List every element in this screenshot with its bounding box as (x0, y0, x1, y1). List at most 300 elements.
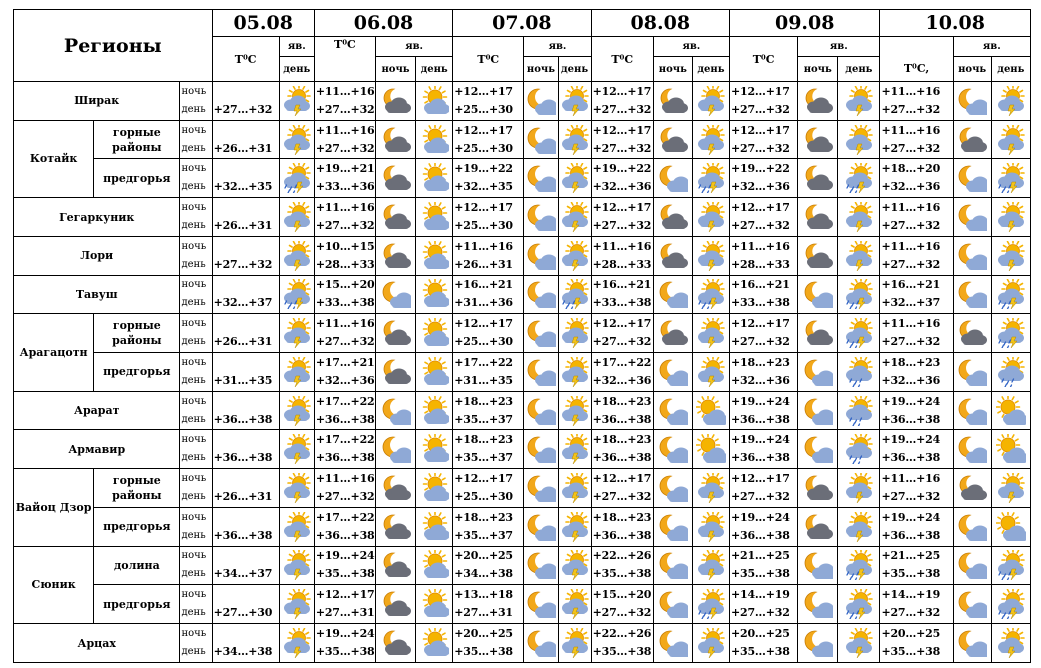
subregion-name: предгорья (94, 353, 180, 392)
sun-cloud-icon (416, 198, 453, 237)
temp-range-cell (730, 82, 798, 121)
sun-cloud-thunderstorm-icon (558, 430, 591, 469)
temp-range-cell (880, 507, 953, 546)
sun-cloud-thunderstorm-icon (838, 82, 880, 121)
temp-day: +36…+38 (731, 528, 790, 542)
temp-day: +35…+37 (454, 451, 513, 465)
moon-cloud-icon (798, 236, 838, 275)
temp-day: +27…+32 (315, 490, 375, 504)
temp-night: +11…+16 (881, 472, 941, 486)
moon-partly-cloudy-icon (653, 546, 692, 585)
sun-cloud-rain-thunderstorm-icon (991, 546, 1030, 585)
temp-range-cell (591, 236, 653, 275)
moon-partly-cloudy-icon (524, 82, 558, 121)
sun-cloud-thunderstorm-icon (838, 507, 880, 546)
date-header-05: 05.08 (212, 10, 314, 37)
day-label: день (181, 568, 206, 580)
time-of-day-labels (180, 159, 212, 198)
temp-night: +12…+17 (592, 201, 652, 215)
sun-partly-cloudy-icon (991, 391, 1030, 430)
moon-cloud-icon (375, 585, 415, 624)
temp-range-cell (314, 546, 375, 585)
temp-day: +32…+35 (454, 180, 513, 194)
temp-night: +15…+20 (592, 588, 652, 602)
temp-day: +27…+32 (881, 490, 941, 504)
temp-range-cell (591, 430, 653, 469)
temp-day: +27…+32 (881, 335, 941, 349)
temp-range-cell (591, 120, 653, 159)
temp-day: +36…+38 (592, 412, 652, 426)
day-label: день (181, 220, 206, 232)
temp-night: +11…+16 (881, 317, 941, 331)
night-label: ночь (181, 279, 207, 291)
sun-cloud-thunderstorm-icon (991, 469, 1030, 508)
moon-partly-cloudy-icon (524, 120, 558, 159)
temp-range-cell (453, 546, 524, 585)
sun-cloud-rain-thunderstorm-icon (279, 159, 314, 198)
temp-night: +15…+20 (315, 278, 375, 292)
moon-partly-cloudy-icon (524, 159, 558, 198)
temp-night: +11…+16 (881, 201, 941, 215)
temp-night: +11…+16 (881, 239, 941, 253)
table-row (14, 198, 1031, 237)
moon-partly-cloudy-icon (798, 624, 838, 663)
temp-night: +16…+21 (592, 278, 652, 292)
temp-day: +34…+38 (213, 645, 273, 659)
temp-day: +35…+37 (454, 412, 513, 426)
temp-day: +35…+38 (881, 645, 941, 659)
moon-cloud-icon (798, 314, 838, 353)
temp-range-cell (453, 314, 524, 353)
phen-header-06: яв. (375, 37, 452, 57)
table-row (14, 391, 1031, 430)
temp-day: +33…+38 (731, 296, 790, 310)
sun-cloud-rain-thunderstorm-icon (692, 159, 729, 198)
time-of-day-labels (180, 391, 212, 430)
temp-night: +19…+22 (731, 162, 790, 176)
time-of-day-labels (180, 585, 212, 624)
sun-cloud-thunderstorm-icon (279, 546, 314, 585)
temp-night: +19…+24 (731, 433, 790, 447)
temp-day: +35…+38 (454, 645, 513, 659)
temp-range-cell (453, 120, 524, 159)
temp-day: +36…+38 (881, 451, 941, 465)
moon-cloud-icon (375, 546, 415, 585)
temp-range-cell (880, 585, 953, 624)
moon-partly-cloudy-icon (953, 159, 991, 198)
temp-night: +18…+23 (881, 355, 941, 369)
temp-05 (212, 120, 279, 159)
temp-night: +20…+25 (731, 627, 790, 641)
sun-cloud-thunderstorm-icon (279, 198, 314, 237)
temp-range-cell (453, 507, 524, 546)
region-name: Ширак (14, 82, 180, 121)
region-name: Лори (14, 236, 180, 275)
temp-day: +25…+30 (454, 219, 513, 233)
temp-header-05: T⁰C (212, 37, 279, 82)
phen-header-05: яв. (279, 37, 314, 57)
temp-range-cell (880, 275, 953, 314)
temp-range-cell (880, 82, 953, 121)
temp-night: +12…+17 (592, 317, 652, 331)
time-of-day-labels (180, 314, 212, 353)
night-label: ночь (181, 85, 207, 97)
moon-partly-cloudy-icon (653, 585, 692, 624)
temp-day: +32…+36 (592, 373, 652, 387)
day-header-09: день (838, 57, 880, 82)
temp-day: +27…+32 (731, 490, 790, 504)
sun-cloud-thunderstorm-icon (991, 236, 1030, 275)
sun-cloud-thunderstorm-icon (279, 236, 314, 275)
day-label: день (181, 103, 206, 115)
temp-range-cell (453, 624, 524, 663)
temp-day: +27…+32 (881, 102, 941, 116)
moon-cloud-icon (375, 198, 415, 237)
sun-cloud-rain-icon (838, 430, 880, 469)
night-header-09: ночь (798, 57, 838, 82)
sun-cloud-thunderstorm-icon (558, 82, 591, 121)
temp-day: +36…+38 (315, 451, 375, 465)
sun-cloud-thunderstorm-icon (279, 391, 314, 430)
temp-range-cell (730, 353, 798, 392)
temp-range-cell (880, 314, 953, 353)
temp-05 (212, 314, 279, 353)
sun-cloud-thunderstorm-icon (558, 159, 591, 198)
temp-day: +27…+30 (213, 606, 273, 620)
sun-cloud-thunderstorm-icon (279, 314, 314, 353)
sun-cloud-icon (416, 546, 453, 585)
temp-range-cell (453, 82, 524, 121)
table-row (14, 120, 1031, 159)
moon-partly-cloudy-icon (524, 198, 558, 237)
temp-night: +21…+25 (731, 549, 790, 563)
table-row (14, 82, 1031, 121)
region-name: Гегаркуник (14, 198, 180, 237)
sun-cloud-thunderstorm-icon (692, 82, 729, 121)
table-row (14, 624, 1031, 663)
temp-night: +11…+16 (315, 317, 375, 331)
sun-cloud-rain-icon (838, 391, 880, 430)
moon-cloud-icon (653, 236, 692, 275)
moon-partly-cloudy-icon (653, 430, 692, 469)
temp-day: +36…+38 (592, 528, 652, 542)
temp-range-cell (314, 236, 375, 275)
temp-day: +27…+32 (315, 219, 375, 233)
temp-day: +26…+31 (213, 335, 273, 349)
moon-cloud-icon (375, 314, 415, 353)
region-name: Арцах (14, 624, 180, 663)
day-label: день (181, 646, 206, 658)
temp-day: +36…+38 (731, 451, 790, 465)
day-label: день (181, 529, 206, 541)
temp-range-cell (453, 391, 524, 430)
sun-cloud-thunderstorm-icon (991, 82, 1030, 121)
temp-range-cell (730, 430, 798, 469)
temp-night: +11…+16 (315, 201, 375, 215)
temp-day: +33…+38 (592, 296, 652, 310)
temp-05 (212, 546, 279, 585)
temp-night: +19…+24 (881, 433, 941, 447)
moon-cloud-icon (375, 120, 415, 159)
temp-day: +32…+36 (731, 373, 790, 387)
moon-partly-cloudy-icon (653, 391, 692, 430)
sun-cloud-thunderstorm-icon (279, 507, 314, 546)
temp-night: +12…+17 (592, 123, 652, 137)
temp-range-cell (591, 353, 653, 392)
moon-partly-cloudy-icon (524, 314, 558, 353)
temp-range-cell (730, 314, 798, 353)
temp-05 (212, 624, 279, 663)
phen-header-09: яв. (798, 37, 880, 57)
temp-range-cell (591, 275, 653, 314)
temp-day: +27…+32 (881, 606, 941, 620)
sun-cloud-thunderstorm-icon (991, 198, 1030, 237)
sun-cloud-icon (416, 624, 453, 663)
subregion-name: горные районы (94, 314, 180, 353)
temp-night: +18…+23 (592, 394, 652, 408)
table-row (14, 430, 1031, 469)
temp-night: +19…+22 (592, 162, 652, 176)
moon-cloud-icon (375, 469, 415, 508)
time-of-day-labels (180, 198, 212, 237)
moon-partly-cloudy-icon (953, 430, 991, 469)
time-of-day-labels (180, 507, 212, 546)
temp-range-cell (880, 159, 953, 198)
temp-05 (212, 391, 279, 430)
temp-range-cell (591, 469, 653, 508)
temp-range-cell (453, 469, 524, 508)
temp-range-cell (453, 236, 524, 275)
temp-05 (212, 236, 279, 275)
table-row (14, 353, 1031, 392)
temp-night: +19…+24 (881, 510, 941, 524)
sun-cloud-thunderstorm-icon (279, 624, 314, 663)
sun-cloud-rain-thunderstorm-icon (838, 585, 880, 624)
temp-day: +36…+38 (213, 451, 273, 465)
date-header-10: 10.08 (880, 10, 1031, 37)
temp-range-cell (880, 120, 953, 159)
day-header-06: день (416, 57, 453, 82)
moon-partly-cloudy-icon (524, 430, 558, 469)
moon-cloud-icon (653, 314, 692, 353)
table-row (14, 236, 1031, 275)
temp-range-cell (453, 275, 524, 314)
sun-cloud-thunderstorm-icon (279, 120, 314, 159)
day-label: день (181, 452, 206, 464)
temp-header-06: T⁰C (314, 37, 375, 82)
moon-partly-cloudy-icon (953, 546, 991, 585)
moon-partly-cloudy-icon (524, 507, 558, 546)
temp-day: +35…+38 (881, 567, 941, 581)
day-header-08: день (692, 57, 729, 82)
temp-day: +32…+36 (731, 180, 790, 194)
date-header-09: 09.08 (730, 10, 880, 37)
temp-day: +27…+32 (881, 141, 941, 155)
temp-range-cell (314, 314, 375, 353)
sun-cloud-rain-thunderstorm-icon (838, 546, 880, 585)
temp-night: +11…+16 (454, 239, 513, 253)
time-of-day-labels (180, 624, 212, 663)
temp-day: +27…+32 (731, 606, 790, 620)
sun-cloud-thunderstorm-icon (558, 546, 591, 585)
temp-night: +17…+22 (315, 394, 375, 408)
moon-cloud-icon (375, 507, 415, 546)
temp-night: +16…+21 (881, 278, 941, 292)
day-label: день (181, 181, 206, 193)
temp-day: +33…+36 (315, 180, 375, 194)
moon-partly-cloudy-icon (953, 353, 991, 392)
temp-day: +25…+30 (454, 102, 513, 116)
temp-day: +36…+38 (881, 412, 941, 426)
temp-day: +32…+36 (881, 373, 941, 387)
sun-cloud-rain-thunderstorm-icon (838, 275, 880, 314)
moon-cloud-icon (375, 353, 415, 392)
sun-cloud-rain-thunderstorm-icon (991, 314, 1030, 353)
region-name: Тавуш (14, 275, 180, 314)
night-label: ночь (181, 318, 207, 330)
temp-range-cell (453, 585, 524, 624)
temp-day: +35…+38 (731, 567, 790, 581)
temp-day: +27…+32 (592, 335, 652, 349)
temp-header-10: T⁰C, (880, 37, 953, 82)
temp-range-cell (453, 430, 524, 469)
night-label: ночь (181, 163, 207, 175)
temp-05 (212, 353, 279, 392)
temp-day: +31…+35 (454, 373, 513, 387)
temp-night: +20…+25 (881, 627, 941, 641)
temp-range-cell (880, 353, 953, 392)
temp-day: +35…+38 (731, 645, 790, 659)
sun-cloud-thunderstorm-icon (838, 236, 880, 275)
temp-range-cell (591, 507, 653, 546)
moon-partly-cloudy-icon (953, 507, 991, 546)
day-label: день (181, 374, 206, 386)
subregion-name: предгорья (94, 585, 180, 624)
temp-day: +34…+37 (213, 567, 273, 581)
day-header-05: день (279, 57, 314, 82)
sun-cloud-thunderstorm-icon (692, 469, 729, 508)
sun-cloud-icon (416, 585, 453, 624)
sun-cloud-rain-icon (838, 353, 880, 392)
moon-cloud-icon (953, 120, 991, 159)
temp-night: +19…+24 (731, 510, 790, 524)
temp-night: +11…+16 (315, 472, 375, 486)
temp-day: +27…+32 (315, 335, 375, 349)
moon-partly-cloudy-icon (524, 236, 558, 275)
temp-night: +12…+17 (592, 472, 652, 486)
day-header-10: день (991, 57, 1030, 82)
temp-day: +31…+36 (454, 296, 513, 310)
temp-range-cell (453, 198, 524, 237)
time-of-day-labels (180, 353, 212, 392)
moon-cloud-icon (798, 159, 838, 198)
temp-day: +27…+32 (213, 102, 273, 116)
regions-header: Регионы (14, 10, 213, 82)
temp-day: +27…+31 (315, 606, 375, 620)
region-name: Арарат (14, 391, 180, 430)
sun-cloud-rain-thunderstorm-icon (991, 159, 1030, 198)
moon-cloud-icon (953, 469, 991, 508)
sun-cloud-thunderstorm-icon (692, 198, 729, 237)
temp-day: +27…+32 (592, 219, 652, 233)
day-label: день (181, 491, 206, 503)
temp-night: +22…+26 (592, 549, 652, 563)
temp-day: +32…+37 (213, 296, 273, 310)
temp-range-cell (591, 82, 653, 121)
temp-day: +36…+38 (731, 412, 790, 426)
moon-partly-cloudy-icon (798, 585, 838, 624)
sun-cloud-thunderstorm-icon (991, 120, 1030, 159)
temp-night: +12…+17 (731, 472, 790, 486)
temp-range-cell (591, 159, 653, 198)
night-label: ночь (181, 511, 207, 523)
temp-night: +18…+23 (731, 355, 790, 369)
temp-night: +22…+26 (592, 627, 652, 641)
moon-partly-cloudy-icon (524, 391, 558, 430)
temp-night: +16…+21 (454, 278, 513, 292)
temp-header-07: T⁰C (453, 37, 524, 82)
temp-range-cell (314, 159, 375, 198)
sun-cloud-icon (416, 430, 453, 469)
date-header-06: 06.08 (314, 10, 452, 37)
moon-cloud-icon (375, 236, 415, 275)
region-name: Сюник (14, 546, 94, 623)
temp-day: +27…+32 (881, 257, 941, 271)
temp-range-cell (730, 275, 798, 314)
temp-range-cell (314, 198, 375, 237)
temp-night: +12…+17 (315, 588, 375, 602)
temp-range-cell (314, 430, 375, 469)
temp-range-cell (880, 624, 953, 663)
temp-night: +12…+17 (731, 84, 790, 98)
moon-partly-cloudy-icon (653, 469, 692, 508)
temp-range-cell (730, 507, 798, 546)
temp-night: +13…+18 (454, 588, 513, 602)
temp-day: +27…+32 (213, 257, 273, 271)
temp-day: +27…+32 (731, 102, 790, 116)
temp-night: +14…+19 (731, 588, 790, 602)
temp-night: +16…+21 (731, 278, 790, 292)
temp-range-cell (314, 507, 375, 546)
temp-day: +27…+32 (592, 141, 652, 155)
temp-day: +25…+30 (454, 490, 513, 504)
sun-cloud-rain-thunderstorm-icon (692, 585, 729, 624)
night-header-07: ночь (524, 57, 558, 82)
temp-night: +11…+16 (315, 123, 375, 137)
moon-partly-cloudy-icon (524, 546, 558, 585)
temp-night: +17…+22 (315, 510, 375, 524)
day-label: день (181, 607, 206, 619)
temp-day: +33…+38 (315, 296, 375, 310)
temp-day: +27…+32 (592, 490, 652, 504)
moon-partly-cloudy-icon (524, 585, 558, 624)
table-row (14, 469, 1031, 508)
time-of-day-labels (180, 469, 212, 508)
night-label: ночь (181, 589, 207, 601)
phen-header-08: яв. (653, 37, 729, 57)
time-of-day-labels (180, 120, 212, 159)
moon-partly-cloudy-icon (524, 353, 558, 392)
sun-cloud-thunderstorm-icon (558, 120, 591, 159)
date-header-07: 07.08 (453, 10, 591, 37)
temp-day: +27…+32 (731, 219, 790, 233)
sun-cloud-thunderstorm-icon (838, 198, 880, 237)
sun-cloud-thunderstorm-icon (558, 314, 591, 353)
sun-cloud-thunderstorm-icon (279, 585, 314, 624)
night-label: ночь (181, 124, 207, 136)
temp-night: +12…+17 (454, 84, 513, 98)
table-row (14, 314, 1031, 353)
